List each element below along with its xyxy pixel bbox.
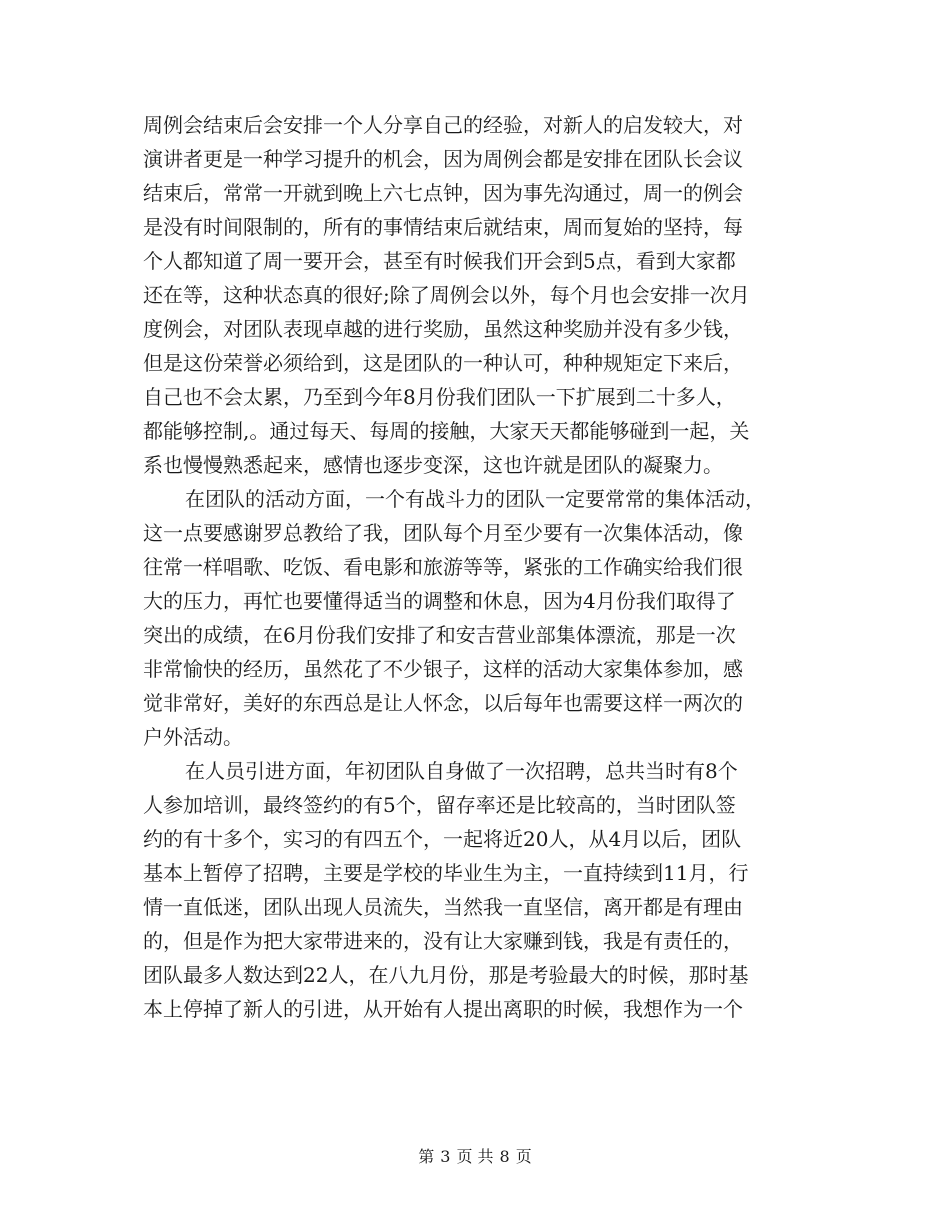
footer-middle: 页 共 xyxy=(456,1147,494,1166)
text-line: 度例会，对团队表现卓越的进行奖励，虽然这种奖励并没有多少钱， xyxy=(143,317,743,341)
text-line: 个人都知道了周一要开会，甚至有时候我们开会到5点，看到大家都 xyxy=(143,249,736,273)
text-line: 是没有时间限制的，所有的事情结束后就结束，周而复始的坚持，每 xyxy=(143,215,743,239)
footer-page-current: 3 xyxy=(440,1147,451,1166)
text-line: 在团队的活动方面，一个有战斗力的团队一定要常常的集体活动， xyxy=(185,487,765,511)
text-line: 还在等，这种状态真的很好;除了周例会以外，每个月也会安排一次月 xyxy=(143,283,750,307)
text-line: 户外活动。 xyxy=(143,725,243,749)
text-line: 这一点要感谢罗总教给了我，团队每个月至少要有一次集体活动，像 xyxy=(143,521,743,545)
text-line: 都能够控制,。通过每天、每周的接触，大家天天都能够碰到一起，关 xyxy=(143,419,750,443)
text-line: 周例会结束后会安排一个人分享自己的经验，对新人的启发较大，对 xyxy=(143,113,743,137)
text-line: 演讲者更是一种学习提升的机会，因为周例会都是安排在团队长会议 xyxy=(143,147,743,171)
page-footer xyxy=(0,1145,950,1169)
text-line: 大的压力，再忙也要懂得适当的调整和休息，因为4月份我们取得了 xyxy=(143,589,736,613)
text-line: 基本上暂停了招聘，主要是学校的毕业生为主，一直持续到11月，行 xyxy=(143,861,749,885)
text-line: 的，但是作为把大家带进来的，没有让大家赚到钱，我是有责任的， xyxy=(143,929,743,953)
text-line: 结束后，常常一开就到晚上六七点钟，因为事先沟通过，周一的例会 xyxy=(143,181,743,205)
text-line: 但是这份荣誉必须给到，这是团队的一种认可，种种规矩定下来后， xyxy=(143,351,743,375)
text-line: 往常一样唱歌、吃饭、看电影和旅游等等，紧张的工作确实给我们很 xyxy=(143,555,743,579)
text-line: 在人员引进方面，年初团队自身做了一次招聘，总共当时有8个 xyxy=(185,759,738,783)
text-line: 人参加培训，最终签约的有5个，留存率还是比较高的，当时团队签 xyxy=(143,793,736,817)
text-line: 情一直低迷，团队出现人员流失，当然我一直坚信，离开都是有理由 xyxy=(143,895,743,919)
text-line: 非常愉快的经历，虽然花了不少银子，这样的活动大家集体参加，感 xyxy=(143,657,743,681)
text-line: 本上停掉了新人的引进，从开始有人提出离职的时候，我想作为一个 xyxy=(143,997,743,1021)
text-line: 约的有十多个，实习的有四五个，一起将近20人，从4月以后，团队 xyxy=(143,827,742,851)
text-line: 觉非常好，美好的东西总是让人怀念，以后每年也需要这样一两次的 xyxy=(143,691,743,715)
text-line: 系也慢慢熟悉起来，感情也逐步变深，这也许就是团队的凝聚力。 xyxy=(143,453,723,477)
text-line: 自己也不会太累，乃至到今年8月份我们团队一下扩展到二十多人， xyxy=(143,385,736,409)
footer-prefix: 第 xyxy=(418,1147,435,1166)
text-line: 突出的成绩，在6月份我们安排了和安吉营业部集体漂流，那是一次 xyxy=(143,623,736,647)
text-line: 团队最多人数达到22人，在八九月份，那是考验最大的时候，那时基 xyxy=(143,963,749,987)
footer-suffix: 页 xyxy=(515,1147,532,1166)
footer-page-total: 8 xyxy=(499,1147,510,1166)
body-text xyxy=(143,108,807,1026)
